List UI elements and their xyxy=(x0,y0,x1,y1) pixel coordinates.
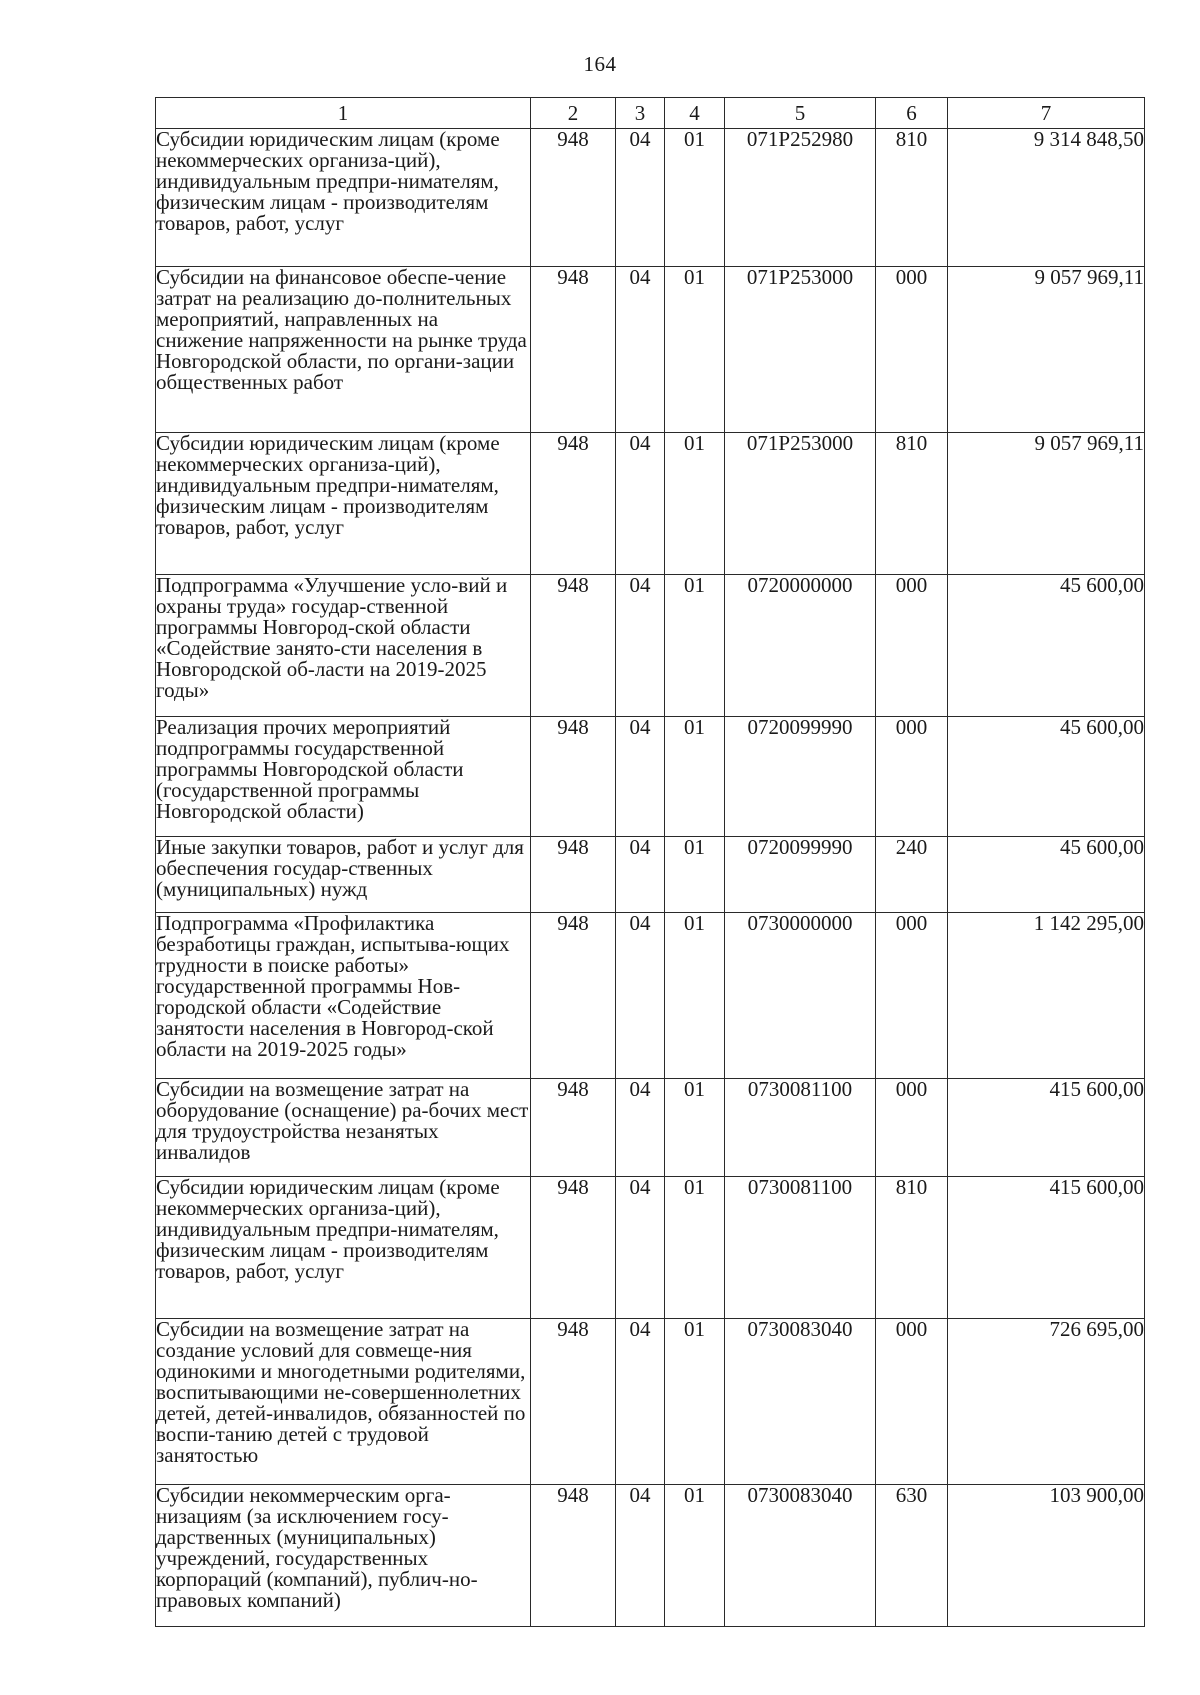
row-section: 04 xyxy=(616,129,665,267)
row-name: Иные закупки товаров, работ и услуг для обеспечения государ-ственных (муниципальных) нужд xyxy=(156,837,531,913)
row-expense-type: 000 xyxy=(876,1079,948,1177)
row-section: 04 xyxy=(616,433,665,575)
row-target-code: 0730081100 xyxy=(725,1079,876,1177)
row-amount: 726 695,00 xyxy=(948,1319,1145,1485)
table-row xyxy=(156,433,1145,575)
row-ministry-code: 948 xyxy=(531,1079,616,1177)
row-amount: 9 057 969,11 xyxy=(948,433,1145,575)
row-target-code: 071P253000 xyxy=(725,267,876,433)
row-ministry-code: 948 xyxy=(531,913,616,1079)
table-row xyxy=(156,837,1145,913)
header-col-5: 5 xyxy=(725,98,876,129)
row-amount: 9 057 969,11 xyxy=(948,267,1145,433)
row-target-code: 0720099990 xyxy=(725,837,876,913)
row-name: Субсидии юридическим лицам (кроме некоммерческих организа-ций), индивидуальным предпри-нимателям, физическим лицам - производителям товаров, работ, услуг xyxy=(156,433,531,575)
row-subsection: 01 xyxy=(665,575,725,717)
row-amount: 1 142 295,00 xyxy=(948,913,1145,1079)
table-row xyxy=(156,1485,1145,1627)
row-name: Субсидии юридическим лицам (кроме некоммерческих организа-ций), индивидуальным предпри-нимателям, физическим лицам - производителям товаров, работ, услуг xyxy=(156,129,531,267)
row-name: Реализация прочих мероприятий подпрограммы государственной программы Новгородской области (государственной программы Новгородской области) xyxy=(156,717,531,837)
table-header xyxy=(156,98,1145,129)
row-section: 04 xyxy=(616,1485,665,1627)
row-amount: 9 314 848,50 xyxy=(948,129,1145,267)
table-row xyxy=(156,267,1145,433)
row-name: Субсидии некоммерческим орга-низациям (за исключением госу-дарственных (муниципальных) учреждений, государственных корпораций (компаний), публич-но-правовых компаний) xyxy=(156,1485,531,1627)
row-target-code: 0720099990 xyxy=(725,717,876,837)
row-target-code: 071P252980 xyxy=(725,129,876,267)
row-expense-type: 240 xyxy=(876,837,948,913)
row-expense-type: 810 xyxy=(876,433,948,575)
header-col-6: 6 xyxy=(876,98,948,129)
row-name: Субсидии на возмещение затрат на оборудование (оснащение) ра-бочих мест для трудоустройства незанятых инвалидов xyxy=(156,1079,531,1177)
row-section: 04 xyxy=(616,1177,665,1319)
table-row xyxy=(156,129,1145,267)
header-col-1: 1 xyxy=(156,98,531,129)
header-col-4: 4 xyxy=(665,98,725,129)
row-subsection: 01 xyxy=(665,837,725,913)
row-target-code: 071P253000 xyxy=(725,433,876,575)
row-subsection: 01 xyxy=(665,433,725,575)
header-row xyxy=(156,98,1145,129)
table-row xyxy=(156,913,1145,1079)
row-ministry-code: 948 xyxy=(531,433,616,575)
table-row xyxy=(156,1177,1145,1319)
table-row xyxy=(156,717,1145,837)
budget-table xyxy=(155,97,1145,1627)
row-expense-type: 810 xyxy=(876,129,948,267)
row-subsection: 01 xyxy=(665,913,725,1079)
row-expense-type: 000 xyxy=(876,575,948,717)
row-section: 04 xyxy=(616,267,665,433)
row-expense-type: 000 xyxy=(876,913,948,1079)
row-amount: 45 600,00 xyxy=(948,575,1145,717)
row-ministry-code: 948 xyxy=(531,717,616,837)
row-ministry-code: 948 xyxy=(531,1319,616,1485)
row-target-code: 0730083040 xyxy=(725,1319,876,1485)
row-amount: 45 600,00 xyxy=(948,717,1145,837)
row-section: 04 xyxy=(616,717,665,837)
row-amount: 103 900,00 xyxy=(948,1485,1145,1627)
row-section: 04 xyxy=(616,575,665,717)
row-target-code: 0730083040 xyxy=(725,1485,876,1627)
row-expense-type: 000 xyxy=(876,717,948,837)
row-subsection: 01 xyxy=(665,1485,725,1627)
table-body xyxy=(156,129,1145,1627)
row-section: 04 xyxy=(616,1079,665,1177)
row-ministry-code: 948 xyxy=(531,129,616,267)
table-row xyxy=(156,1079,1145,1177)
row-subsection: 01 xyxy=(665,129,725,267)
header-col-7: 7 xyxy=(948,98,1145,129)
row-ministry-code: 948 xyxy=(531,1177,616,1319)
header-col-2: 2 xyxy=(531,98,616,129)
row-expense-type: 000 xyxy=(876,267,948,433)
row-name: Подпрограмма «Профилактика безработицы граждан, испытыва-ющих трудности в поиске работы» государственной программы Нов-городской области «Содействие занятости населения в Новгород-ской области на 2019-2025 годы» xyxy=(156,913,531,1079)
row-section: 04 xyxy=(616,1319,665,1485)
row-target-code: 0730081100 xyxy=(725,1177,876,1319)
row-expense-type: 810 xyxy=(876,1177,948,1319)
row-subsection: 01 xyxy=(665,267,725,433)
row-amount: 415 600,00 xyxy=(948,1177,1145,1319)
row-amount: 45 600,00 xyxy=(948,837,1145,913)
row-subsection: 01 xyxy=(665,1177,725,1319)
row-ministry-code: 948 xyxy=(531,575,616,717)
row-section: 04 xyxy=(616,913,665,1079)
row-section: 04 xyxy=(616,837,665,913)
header-col-3: 3 xyxy=(616,98,665,129)
row-subsection: 01 xyxy=(665,1079,725,1177)
row-expense-type: 000 xyxy=(876,1319,948,1485)
row-subsection: 01 xyxy=(665,717,725,837)
table-row xyxy=(156,575,1145,717)
table-row xyxy=(156,1319,1145,1485)
row-ministry-code: 948 xyxy=(531,267,616,433)
row-name: Субсидии юридическим лицам (кроме некоммерческих организа-ций), индивидуальным предпри-нимателям, физическим лицам - производителям товаров, работ, услуг xyxy=(156,1177,531,1319)
row-target-code: 0720000000 xyxy=(725,575,876,717)
row-expense-type: 630 xyxy=(876,1485,948,1627)
row-name: Субсидии на финансовое обеспе-чение затрат на реализацию до-полнительных мероприятий, направленных на снижение напряженности на рынке труда Новгородской области, по органи-зации общественных работ xyxy=(156,267,531,433)
row-ministry-code: 948 xyxy=(531,1485,616,1627)
row-target-code: 0730000000 xyxy=(725,913,876,1079)
page-number: 164 xyxy=(583,52,617,76)
row-name: Субсидии на возмещение затрат на создание условий для совмеще-ния одинокими и многодетными родителями, воспитывающими не-совершеннолетних детей, детей-инвалидов, обязанностей по воспи-танию детей с трудовой занятостью xyxy=(156,1319,531,1485)
row-subsection: 01 xyxy=(665,1319,725,1485)
row-ministry-code: 948 xyxy=(531,837,616,913)
row-name: Подпрограмма «Улучшение усло-вий и охраны труда» государ-ственной программы Новгород-ской области «Содействие занято-сти населения в Новгородской об-ласти на 2019-2025 годы» xyxy=(156,575,531,717)
row-amount: 415 600,00 xyxy=(948,1079,1145,1177)
